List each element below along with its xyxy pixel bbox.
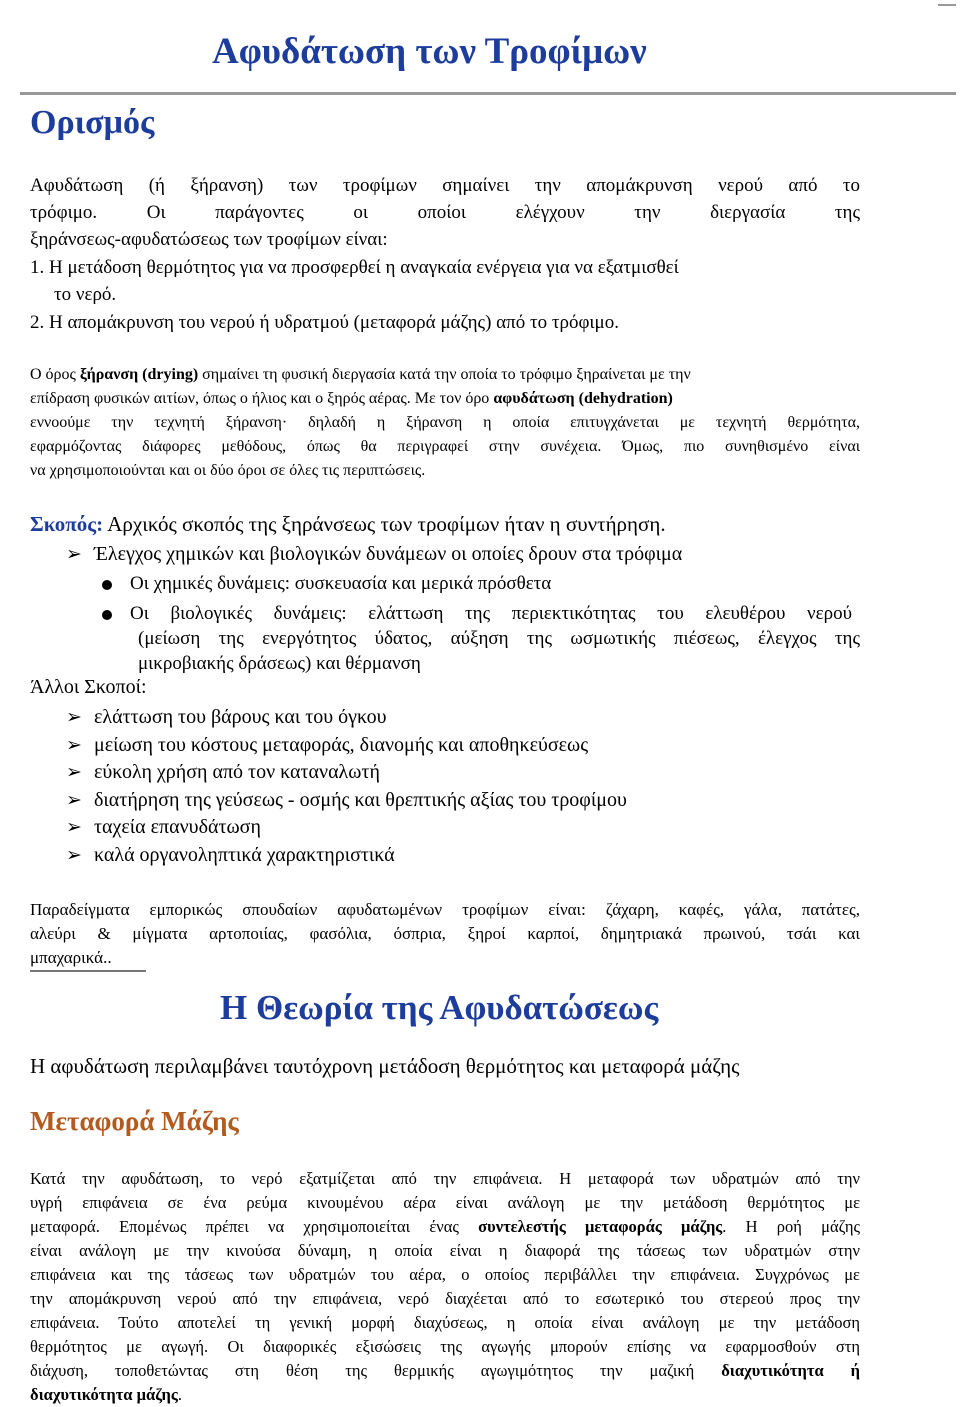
bullet-chemical: Οι χημικές δυνάμεις: συσκευασία και μερικά πρόσθετα — [102, 573, 551, 595]
other-purposes-heading: Άλλοι Σκοποί: — [30, 676, 147, 698]
section-divider — [30, 970, 146, 972]
list-item: ➢ ελάττωση του βάρους και του όγκου — [66, 704, 627, 732]
bullet-icon — [102, 580, 112, 590]
examples-line-2: αλεύρι & μίγματα αρτοποιίας, φασόλια, όσπρια, ξηροί καρποί, δημητριακά πρωινού, τσάι και — [30, 924, 860, 943]
list-item: ➢ καλά οργανοληπτικά χαρακτηριστικά — [66, 842, 627, 870]
list-item: ➢ εύκολη χρήση από τον καταναλωτή — [66, 759, 627, 787]
definition-item-2: 2. Η απομάκρυνση του νερού ή υδρατμού (μεταφορά μάζης) από το τρόφιμο. — [30, 312, 619, 333]
term-drying: ξήρανση (drying) — [79, 366, 199, 383]
terms-line-1: Ο όρος ξήρανση (drying) σημαίνει τη φυσική διεργασία κατά την οποία το τρόφιμο ξηραίνεται με την — [30, 366, 691, 383]
arrow-icon: ➢ — [66, 734, 82, 756]
list-item: ➢ ταχεία επανυδάτωση — [66, 814, 627, 842]
arrow-icon: ➢ — [66, 789, 82, 811]
definition-line-1: Αφυδάτωση (ή ξήρανση) των τροφίμων σημαίνει την απομάκρυνση νερού από το — [30, 175, 860, 196]
terms-line-4: εφαρμόζοντας διάφορες μεθόδους, όπως θα περιγραφεί στην συνέχεια. Όμως, πιο συνηθισμένο είναι — [30, 438, 860, 455]
definition-heading: Ορισμός — [30, 104, 155, 141]
terms-line-5: να χρησιμοποιούνται και οι δύο όροι σε όλες τις περιπτώσεις. — [30, 462, 426, 479]
term-dehydration: αφυδάτωση (dehydration) — [493, 390, 673, 407]
title-divider — [20, 92, 956, 95]
theory-heading: Η Θεωρία της Αφυδατώσεως — [220, 988, 659, 1027]
other-purposes-list — [66, 704, 627, 870]
list-item: ➢ διατήρηση της γεύσεως - οσμής και θρεπτικής αξίας του τροφίμου — [66, 787, 627, 815]
page-title: Αφυδάτωση των Τροφίμων — [212, 31, 647, 72]
arrow-icon: ➢ — [66, 762, 82, 784]
purpose-arrow-item: ➢ Έλεγχος χημικών και βιολογικών δυνάμεων οι οποίες δρουν στα τρόφιμα — [66, 543, 683, 565]
top-rule — [938, 4, 956, 6]
mass-transfer-paragraph: Κατά την αφυδάτωση, το νερό εξατμίζεται από την επιφάνεια. Η μεταφορά των υδρατμών από την υγρή επιφάνεια σε ένα ρεύμα κινουμένου αέρα είναι ανάλογη με την μετάδοση θερμότητος με μεταφορά. Επομένως πρέπει να χρησιμοποιείται ένας συντελεστής μεταφοράς μάζης. Η ροή μάζης είναι ανάλογη με την κινούσα δύναμη, η οποία είναι η διαφορά της τάσεως των υδρατμών στην επιφάνεια και της τάσεως των υδρατμών του αέρα, ο οποίος περιβάλλει την επιφάνεια. Συγχρόνως με την απομάκρυνση νερού από την επιφάνεια, νερό διαχέεται από το εσωτερικό του στερεού προς την επιφάνεια. Τούτο αποτελεί τη γενική μορφή διαχύσεως, η οποία είναι ανάλογη με την μετάδοση θερμότητος με αγωγή. Οι διαφορικές εξισώσεις της αγωγής μπορούν επίσης να εφαρμοσθούν στη διάχυση, τοποθετώντας στη θέση της θερμικής αγωγιμότητος την μαζική διαχυτικότητα ή διαχυτικότητα μάζης. — [30, 1169, 861, 1404]
arrow-icon: ➢ — [66, 844, 82, 866]
terms-line-2: επίδραση φυσικών αιτίων, όπως ο ήλιος και ο ξηρός αέρας. Με τον όρο αφυδάτωση (dehydration) — [30, 390, 673, 407]
definition-item-1-cont: το νερό. — [54, 284, 117, 305]
list-item: ➢ μείωση του κόστους μεταφοράς, διανομής και αποθηκεύσεως — [66, 732, 627, 760]
arrow-icon: ➢ — [66, 707, 82, 728]
mass-transfer-heading: Μεταφορά Μάζης — [30, 1106, 239, 1136]
purpose-line: Σκοπός: Αρχικός σκοπός της ξηράνσεως των τροφίμων ήταν η συντήρηση. — [30, 512, 666, 536]
term-mass-diffusivity-cont: διαχυτικότητα μάζης — [30, 1385, 178, 1404]
purpose-label: Σκοπός: — [30, 512, 104, 536]
term-mass-transfer-coefficient: συντελεστής μεταφοράς μάζης — [478, 1217, 723, 1236]
bullet-biological: Οι βιολογικές δυνάμεις: ελάττωση της περιεκτικότητας του ελευθέρου νερού (μείωση της ενεργότητος ύδατος, αύξηση της ωσμωτικής πιέσεως, έλεγχος της μικροβιακής δράσεως) και θέρμανση — [102, 601, 862, 676]
definition-line-3: ξηράνσεως-αφυδατώσεως των τροφίμων είναι: — [30, 229, 388, 250]
theory-text: Η αφυδάτωση περιλαμβάνει ταυτόχρονη μετάδοση θερμότητος και μεταφορά μάζης — [30, 1054, 740, 1078]
bullet-icon — [102, 610, 112, 620]
arrow-icon: ➢ — [66, 544, 82, 565]
definition-item-1: 1. Η μετάδοση θερμότητος για να προσφερθεί η αναγκαία ενέργεια για να εξατμισθεί — [30, 257, 679, 278]
term-mass-diffusivity: διαχυτικότητα ή — [721, 1361, 860, 1380]
examples-line-1: Παραδείγματα εμπορικώς σπουδαίων αφυδατωμένων τροφίμων είναι: ζάχαρη, καφές, γάλα, πατάτες, — [30, 900, 860, 919]
definition-line-2: τρόφιμο. Οι παράγοντες οι οποίοι ελέγχουν την διεργασία της — [30, 202, 860, 223]
terms-line-3: εννοούμε την τεχνητή ξήρανση· δηλαδή η ξήρανση η οποία επιτυγχάνεται με τεχνητή θερμότητα, — [30, 414, 860, 431]
examples-line-3: μπαχαρικά.. — [30, 948, 112, 967]
arrow-icon: ➢ — [66, 817, 82, 839]
